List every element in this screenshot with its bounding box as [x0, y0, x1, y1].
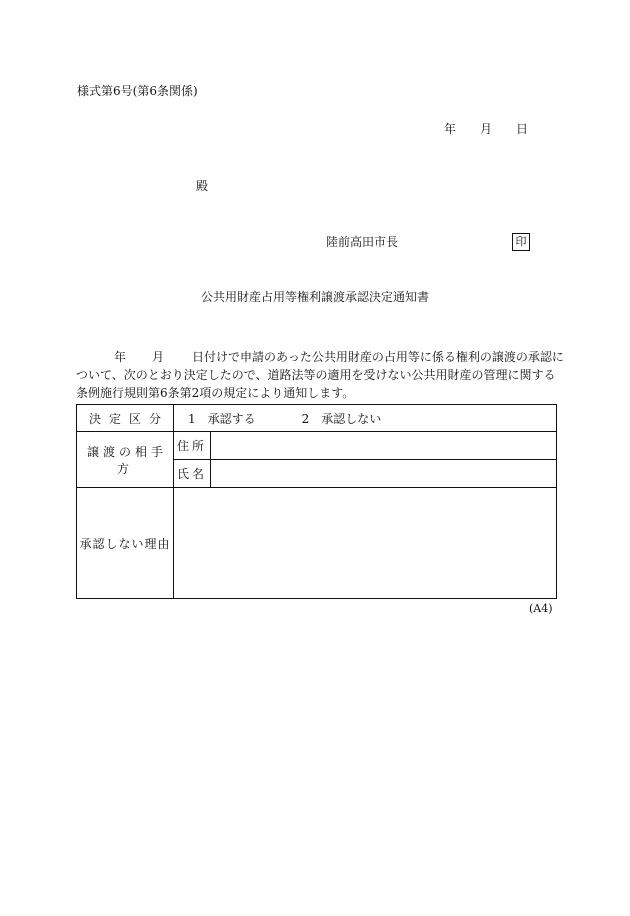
form-number: 様式第6号(第6条関係) — [77, 84, 198, 98]
decision-table — [76, 404, 557, 599]
decision-options — [174, 405, 557, 432]
body-year: 年 — [114, 350, 127, 364]
date-month: 月 — [480, 122, 493, 136]
option-approve: 1 承認する — [188, 411, 256, 426]
document-title: 公共用財産占用等権利譲渡承認決定通知書 — [200, 290, 429, 304]
reason-row — [77, 488, 557, 599]
body-month: 月 — [152, 350, 165, 364]
name-value[interactable] — [211, 460, 557, 488]
body-line-2: ついて、次のとおり決定したので、道路法等の適用を受けない公共用財産の管理に関する — [76, 368, 556, 382]
body-line-1-text: 日付けで申請のあった公共用財産の占用等に係る権利の譲渡の承認に — [192, 350, 564, 364]
decision-row — [77, 405, 557, 432]
decision-label: 決定区分 — [77, 405, 174, 432]
date-day: 日 — [516, 122, 529, 136]
reason-value[interactable] — [174, 488, 557, 599]
reason-label: 承認しない理由 — [77, 488, 174, 599]
address-label: 住所 — [174, 432, 211, 460]
transferee-label: 譲渡の相手方 — [77, 432, 174, 488]
date-year: 年 — [444, 122, 457, 136]
body-line-1 — [88, 348, 564, 366]
option-reject: 2 承認しない — [301, 411, 382, 426]
date-line — [444, 123, 528, 135]
body-line-3: 条例施行規則第6条第2項の規定により通知します。 — [76, 386, 355, 400]
issuer-name: 陸前高田市長 — [326, 235, 399, 249]
seal-stamp: 印 — [512, 233, 530, 251]
transferee-address-row — [77, 432, 557, 460]
paper-size-note: (A4) — [529, 602, 553, 615]
notice-body — [76, 348, 564, 402]
addressee: 殿 — [196, 179, 209, 193]
address-value[interactable] — [211, 432, 557, 460]
name-label: 氏名 — [174, 460, 211, 488]
